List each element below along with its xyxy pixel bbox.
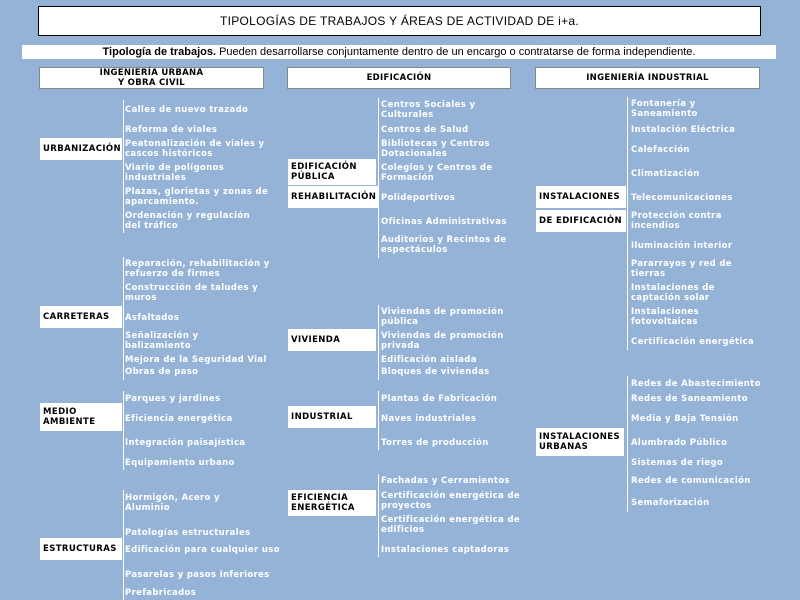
work-type-item: Patologías estructurales	[125, 528, 251, 538]
work-type-item: Obras de paso	[125, 367, 199, 377]
work-type-item: Instalaciones fotovoltaicas	[631, 307, 699, 327]
work-type-item: Viviendas de promoción privada	[381, 331, 504, 351]
work-type-item: Oficinas Administrativas	[381, 217, 507, 227]
work-type-item: Mejora de la Seguridad Vial	[125, 355, 267, 365]
category-box: DE EDIFICACIÓN	[536, 210, 626, 232]
work-type-item: Peatonalización de viales y cascos históricos	[125, 139, 265, 159]
work-type-item: Semaforización	[631, 498, 710, 508]
work-type-item: Redes de Saneamiento	[631, 394, 748, 404]
work-type-item: Redes de comunicación	[631, 476, 751, 486]
connector-line	[378, 305, 379, 380]
work-type-item: Torres de producción	[381, 438, 489, 448]
work-type-item: Viario de polígonos industriales	[125, 163, 225, 183]
work-type-item: Calles de nuevo trazado	[125, 105, 249, 115]
work-type-item: Construcción de taludes y muros	[125, 283, 259, 303]
work-type-item: Bloques de viviendas	[381, 367, 490, 377]
category-box: ESTRUCTURAS	[40, 538, 122, 560]
work-type-item: Instalaciones captadoras	[381, 545, 510, 555]
work-type-item: Naves industriales	[381, 414, 477, 424]
work-type-item: Protección contra incendios	[631, 211, 722, 231]
work-type-item: Centros Sociales y Culturales	[381, 100, 476, 120]
work-type-item: Equipamiento urbano	[125, 458, 235, 468]
category-box: CARRETERAS	[40, 306, 122, 328]
work-type-item: Certificación energética de edificios	[381, 515, 520, 535]
connector-line	[123, 391, 124, 470]
work-type-item: Integración paisajística	[125, 438, 246, 448]
work-type-item: Redes de Abastecimiento	[631, 379, 761, 389]
connector-line	[378, 98, 379, 258]
work-type-item: Fontanería y Saneamiento	[631, 99, 698, 119]
work-type-item: Edificación para cualquier uso	[125, 545, 280, 555]
work-type-item: Climatización	[631, 169, 700, 179]
work-type-item: Reparación, rehabilitación y refuerzo de firmes	[125, 259, 270, 279]
work-type-item: Calefacción	[631, 145, 690, 155]
category-box: EFICIENCIA ENERGÉTICA	[288, 490, 376, 516]
work-type-item: Polideportivos	[381, 193, 456, 203]
work-type-item: Colegios y Centros de Formación	[381, 163, 493, 183]
work-type-item: Auditorios y Recintos de espectáculos	[381, 235, 507, 255]
work-type-item: Alumbrado Público	[631, 438, 728, 448]
work-type-item: Hormigón, Acero y Aluminio	[125, 493, 220, 513]
work-type-item: Plantas de Fabricación	[381, 394, 498, 404]
work-type-item: Reforma de viales	[125, 125, 218, 135]
column-header-industrial: INGENIERÍA INDUSTRIAL	[535, 67, 760, 89]
work-type-item: Centros de Salud	[381, 125, 469, 135]
work-type-item: Iluminación interior	[631, 241, 733, 251]
connector-line	[123, 100, 124, 233]
subtitle-bold: Tipología de trabajos.	[102, 46, 217, 58]
work-type-item: Certificación energética	[631, 337, 755, 347]
work-type-item: Viviendas de promoción pública	[381, 307, 504, 327]
work-type-item: Pasarelas y pasos inferiores	[125, 570, 270, 580]
connector-line	[123, 257, 124, 380]
work-type-item: Certificación energética de proyectos	[381, 491, 520, 511]
column-header-urban: INGENIERÍA URBANA Y OBRA CIVIL	[39, 67, 264, 89]
work-type-item: Bibliotecas y Centros Dotacionales	[381, 139, 490, 159]
work-type-item: Edificación aislada	[381, 355, 477, 365]
connector-line	[123, 490, 124, 600]
category-box: EDIFICACIÓN PÚBLICA	[288, 159, 376, 185]
connector-line	[378, 474, 379, 557]
work-type-item: Media y Baja Tensión	[631, 414, 739, 424]
work-type-item: Instalación Eléctrica	[631, 125, 736, 135]
subtitle	[22, 45, 776, 59]
category-box: URBANIZACIÓN	[40, 138, 122, 160]
subtitle-text: Pueden desarrollarse conjuntamente dentro de un encargo o contratarse de forma independiente.	[216, 46, 696, 58]
column-header-building: EDIFICACIÓN	[287, 67, 511, 89]
category-box: REHABILITACIÓN	[288, 186, 378, 208]
page-title: TIPOLOGÍAS DE TRABAJOS Y ÁREAS DE ACTIVIDAD DE i+a.	[38, 6, 761, 36]
work-type-item: Eficiencia energética	[125, 414, 233, 424]
work-type-item: Prefabricados	[125, 588, 197, 598]
work-type-item: Señalización y balizamiento	[125, 331, 199, 351]
category-box: MEDIO AMBIENTE	[40, 403, 122, 431]
connector-line	[378, 391, 379, 450]
work-type-item: Sistemas de riego	[631, 458, 724, 468]
work-type-item: Pararrayos y red de tierras	[631, 259, 732, 279]
category-box: INSTALACIONES	[536, 186, 626, 208]
work-type-item: Parques y jardines	[125, 394, 221, 404]
connector-line	[627, 97, 628, 350]
category-box: INSTALACIONES URBANAS	[536, 428, 624, 456]
category-box: VIVIENDA	[288, 329, 376, 351]
work-type-item: Asfaltados	[125, 313, 180, 323]
connector-line	[627, 376, 628, 512]
work-type-item: Plazas, glorietas y zonas de aparcamiento.	[125, 187, 269, 207]
work-type-item: Fachadas y Cerramientos	[381, 476, 510, 486]
category-box: INDUSTRIAL	[288, 406, 376, 428]
work-type-item: Instalaciones de captación solar	[631, 283, 715, 303]
work-type-item: Ordenación y regulación del tráfico	[125, 211, 250, 231]
work-type-item: Telecomunicaciones	[631, 193, 733, 203]
